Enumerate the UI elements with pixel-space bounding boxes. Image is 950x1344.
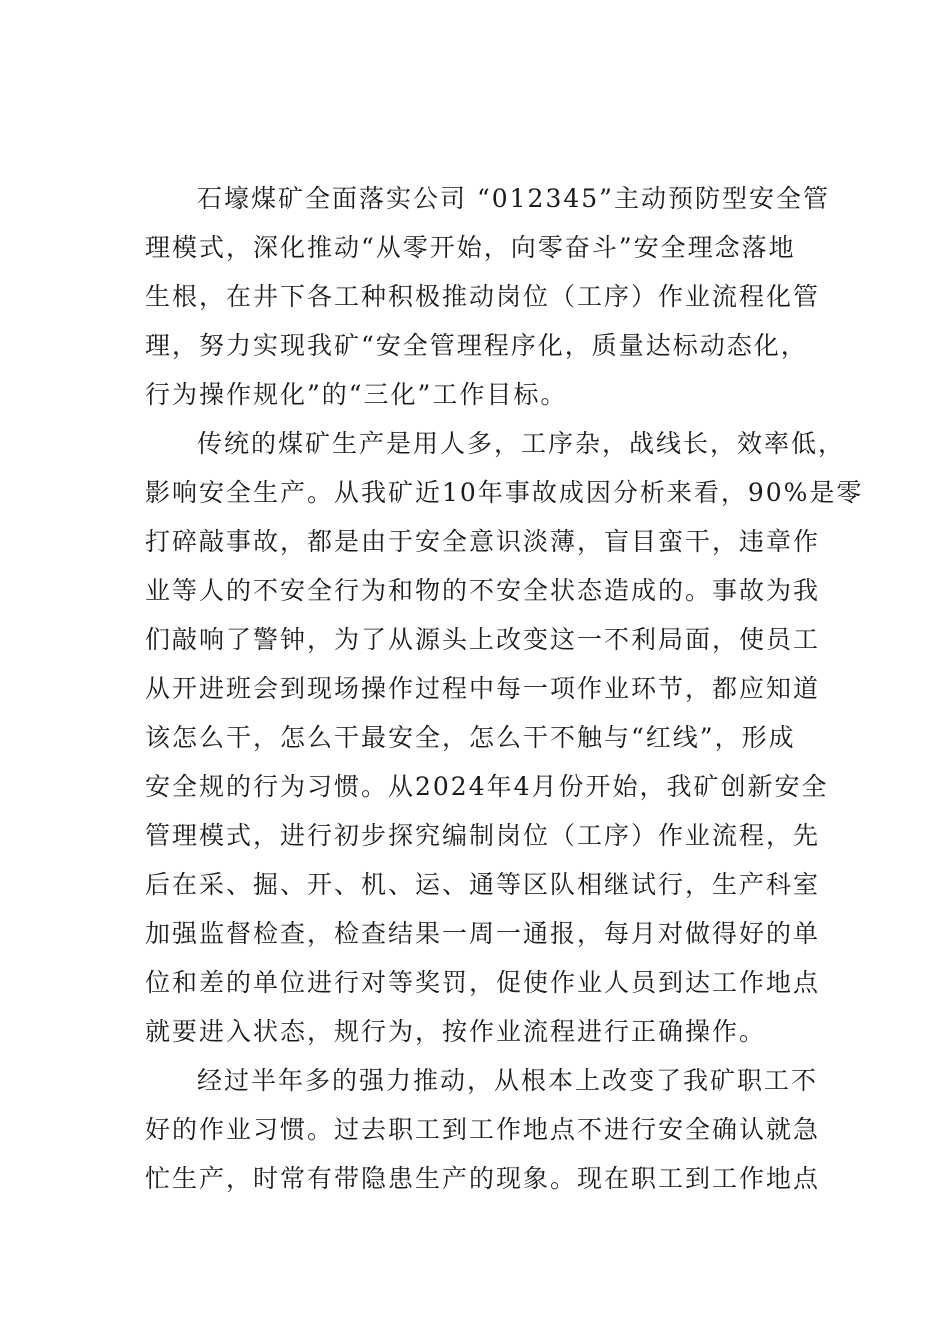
paragraph-line: 从开进班会到现场操作过程中每一项作业环节，都应知道 — [145, 674, 821, 703]
paragraph-line: 行为操作规化”的“三化”工作目标。 — [145, 380, 568, 409]
paragraph-line: 们敲响了警钟，为了从源头上改变这一不利局面，使员工 — [145, 625, 821, 654]
paragraph-line: 影响安全生产。从我矿近10年事故成因分析来看，90%是零 — [145, 478, 864, 507]
paragraph-line: 传统的煤矿生产是用人多，工序杂，战线长，效率低， — [197, 429, 846, 458]
paragraph-line: 该怎么干，怎么干最安全，怎么干不触与“红线”，形成 — [145, 723, 796, 752]
paragraph-line: 好的作业习惯。过去职工到工作地点不进行安全确认就急 — [145, 1115, 821, 1144]
paragraph-line: 加强监督检查，检查结果一周一通报，每月对做得好的单 — [145, 919, 821, 948]
paragraph-line: 位和差的单位进行对等奖罚，促使作业人员到达工作地点 — [145, 968, 821, 997]
document-body — [145, 174, 864, 1203]
paragraph-line: 业等人的不安全行为和物的不安全状态造成的。事故为我 — [145, 576, 821, 605]
paragraph-line: 理，努力实现我矿“安全管理程序化，质量达标动态化， — [145, 331, 808, 360]
paragraph-line: 打碎敲事故，都是由于安全意识淡薄，盲目蛮干，违章作 — [145, 527, 821, 556]
paragraph-line: 理模式，深化推动“从零开始，向零奋斗”安全理念落地 — [145, 233, 796, 262]
paragraph-line: 生根，在井下各工种积极推动岗位（工序）作业流程化管 — [145, 282, 821, 311]
paragraph-3 — [145, 1056, 835, 1203]
paragraph-line: 管理模式，进行初步探究编制岗位（工序）作业流程，先 — [145, 821, 821, 850]
paragraph-line: 石壕煤矿全面落实公司 “012345”主动预防型安全管 — [197, 184, 830, 213]
paragraph-line: 安全规的行为习惯。从2024年4月份开始，我矿创新安全 — [145, 772, 829, 801]
paragraph-line: 就要进入状态，规行为，按作业流程进行正确操作。 — [145, 1017, 767, 1046]
paragraph-line: 忙生产，时常有带隐患生产的现象。现在职工到工作地点 — [145, 1164, 821, 1193]
paragraph-line: 经过半年多的强力推动，从根本上改变了我矿职工不 — [197, 1066, 819, 1095]
paragraph-line: 后在采、掘、开、机、运、通等区队相继试行，生产科室 — [145, 870, 821, 899]
paragraph-2 — [145, 419, 864, 1056]
paragraph-1 — [145, 174, 835, 419]
